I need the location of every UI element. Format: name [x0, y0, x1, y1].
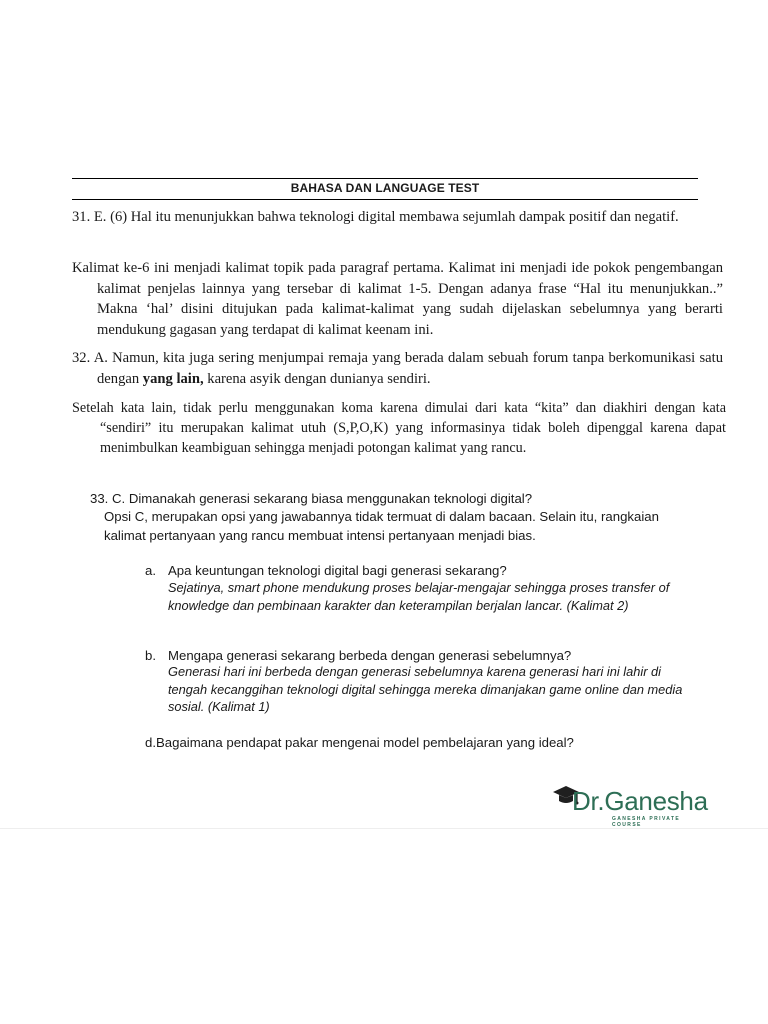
- q31-explanation: Kalimat ke-6 ini menjadi kalimat topik pada paragraf pertama. Kalimat ini menjadi ide pokok pengembangan kalimat penjelas lainnya yang tersebar di kalimat 1-5. Dengan adanya frase “Hal itu menunjukkan..” Makna ‘hal’ disini ditujukan pada kalimat-kalimat yang sudah dijelaskan sebelumnya yang berarti mendukung gagasan yang terdapat di kalimat keenam ini.: [72, 260, 723, 338]
- page-bottom-divider: [0, 828, 768, 829]
- logo-subtitle: GANESHA PRIVATE COURSE: [612, 816, 681, 828]
- option-b-answer: Generasi hari ini berbeda dengan generasi sebelumnya karena generasi hari ini lahir di tengah kecanggihan teknologi digital sehingga mereka dimanjakan game online dan media sosial. (Kalimat 1): [168, 664, 683, 714]
- option-b-letter: b.: [145, 648, 156, 663]
- dr-ganesha-logo: [552, 782, 708, 828]
- q32-question-pre: 32. A. Namun, kita juga sering menjumpai remaja yang berada dalam sebuah forum tanpa berkomunikasi satu dengan: [72, 350, 723, 387]
- header-rule-bottom: [72, 199, 698, 200]
- q32-question: [72, 348, 723, 389]
- option-d: d.Bagaimana pendapat pakar mengenai model pembelajaran yang ideal?: [145, 735, 574, 750]
- q32-question-post: karena asyik dengan dunianya sendiri.: [203, 370, 431, 387]
- page-header-title: BAHASA DAN LANGUAGE TEST: [290, 181, 480, 195]
- q33-explanation: Opsi C, merupakan opsi yang jawabannya tidak termuat di dalam bacaan. Selain itu, rangkaian kalimat pertanyaan yang rancu membuat intensi pertanyaan menjadi bias.: [104, 509, 659, 543]
- logo-text: Dr.Ganesha: [572, 786, 708, 816]
- option-a-answer: Sejatinya, smart phone mendukung proses belajar-mengajar sehingga proses transfer of knowledge dan pembinaan karakter dan keterampilan berjalan lancar. (Kalimat 2): [168, 580, 670, 613]
- q32-question-bold: yang lain,: [142, 370, 204, 387]
- q32-explanation: Setelah kata lain, tidak perlu menggunakan koma karena dimulai dari kata “kita” dan diakhiri dengan kata “sendiri” itu merupakan kalimat utuh (S,P,O,K) yang informasinya tidak boleh dipenggal karena dapat menimbulkan keambiguan sehingga menjadi potongan kalimat yang rancu.: [72, 400, 726, 456]
- q31-question: 31. E. (6) Hal itu menunjukkan bahwa teknologi digital membawa sejumlah dampak positif dan negatif.: [72, 209, 679, 225]
- header-rule-top: [72, 178, 698, 179]
- option-a-letter: a.: [145, 563, 156, 578]
- q33-question: 33. C. Dimanakah generasi sekarang biasa menggunakan teknologi digital?: [90, 491, 533, 506]
- option-b-question: Mengapa generasi sekarang berbeda dengan generasi sebelumnya?: [168, 648, 572, 663]
- option-a-question: Apa keuntungan teknologi digital bagi generasi sekarang?: [168, 563, 507, 578]
